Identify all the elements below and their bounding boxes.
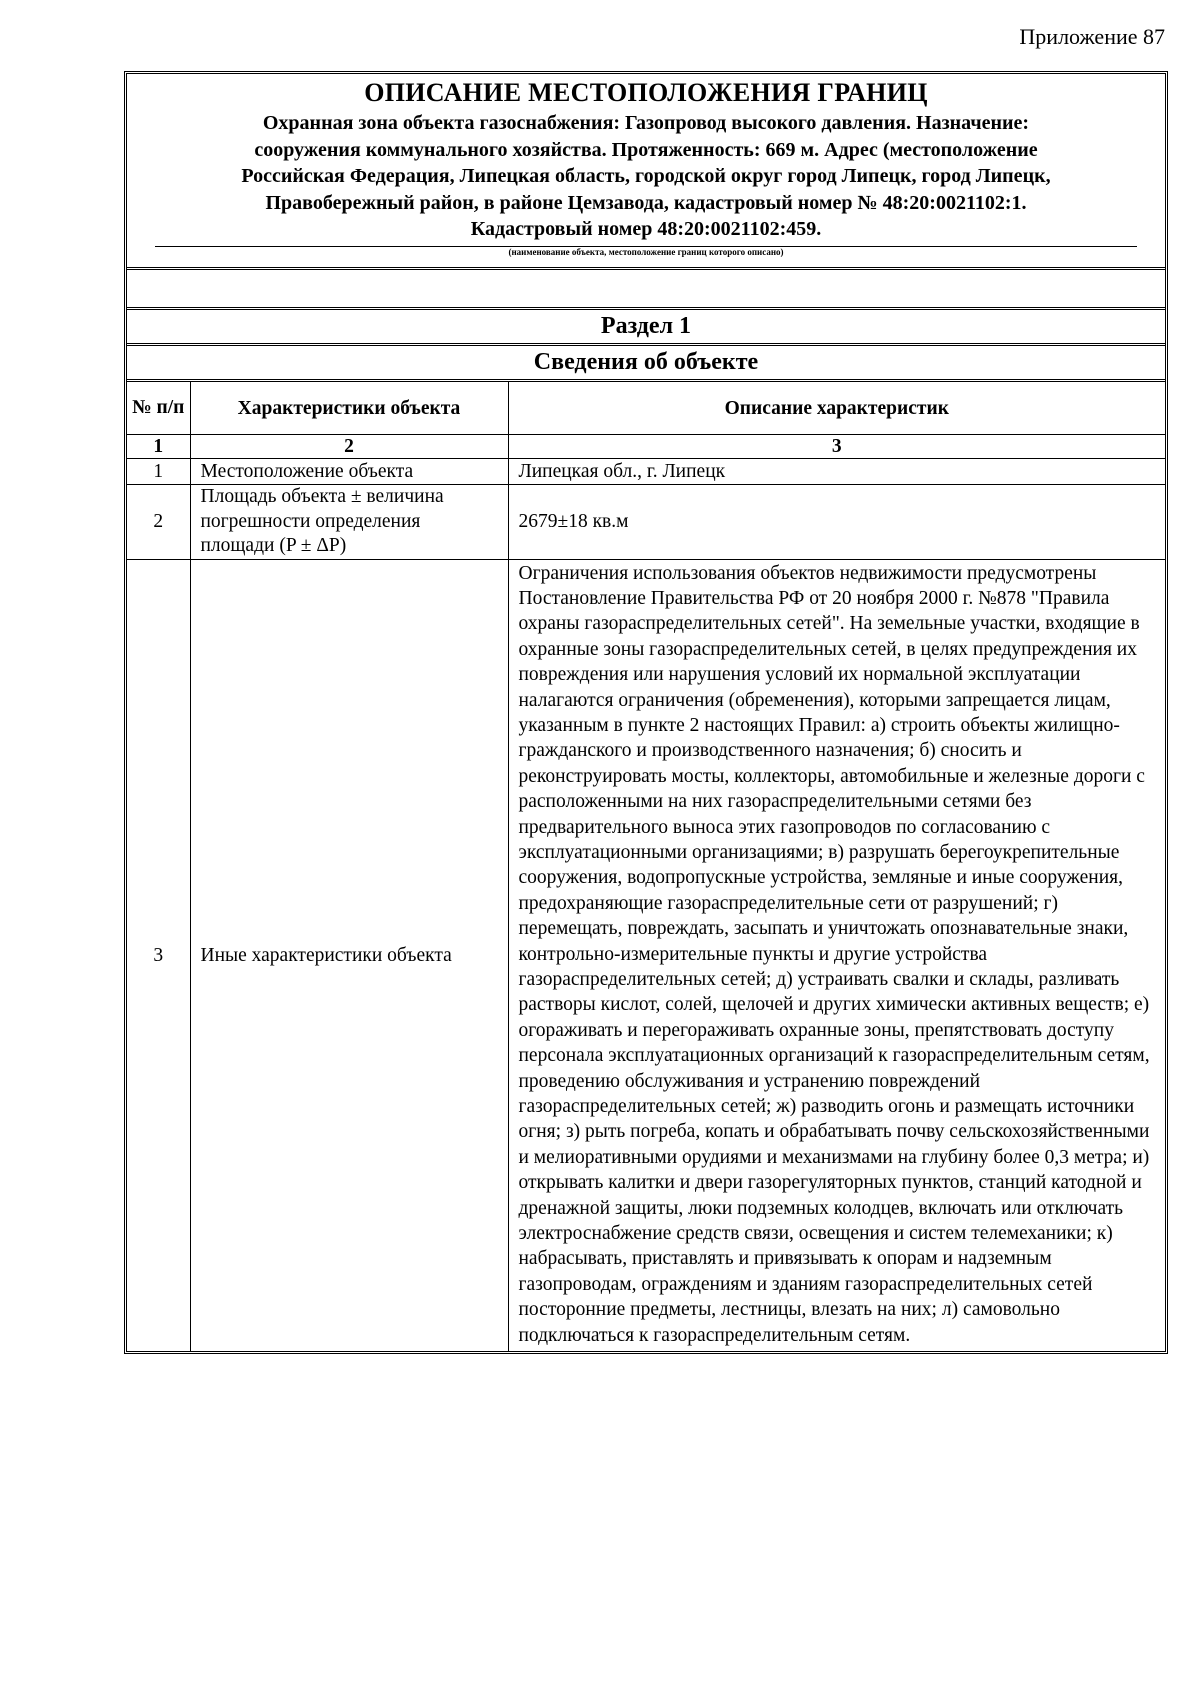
description-line: сооружения коммунального хозяйства. Протяженность: 669 м. Адрес (местоположение	[254, 138, 1038, 161]
row-characteristic: Местоположение объекта	[190, 459, 508, 485]
column-number-row	[127, 435, 1165, 459]
appendix-label: Приложение 87	[1019, 24, 1165, 49]
row-description: Липецкая обл., г. Липецк	[508, 459, 1165, 485]
row-description: 2679±18 кв.м	[508, 485, 1165, 560]
document-header	[127, 74, 1165, 270]
description-line: Правобережный район, в районе Цемзавода, кадастровый номер № 48:20:0021102:1.	[265, 191, 1027, 214]
table-row	[127, 459, 1165, 485]
column-number: 1	[127, 435, 190, 459]
table-header-row	[127, 382, 1165, 435]
spacer-row	[127, 270, 1165, 310]
object-info-table	[127, 382, 1165, 1351]
description-line: Охранная зона объекта газоснабжения: Газопровод высокого давления. Назначение:	[262, 112, 1030, 134]
title-caption: (наименование объекта, местоположение границ которого описано)	[508, 246, 784, 257]
description-line: Российская Федерация, Липецкая область, городской округ город Липецк, город Липецк,	[241, 165, 1051, 187]
row-characteristic: Площадь объекта ± величина погрешности определения площади (P ± ΔP)	[190, 485, 508, 560]
row-number: 2	[127, 485, 190, 560]
document-frame	[124, 71, 1168, 1354]
row-number: 3	[127, 559, 190, 1351]
column-number: 2	[190, 435, 508, 459]
table-row	[127, 559, 1165, 1351]
row-characteristic: Иные характеристики объекта	[190, 559, 508, 1351]
description-line: Кадастровый номер 48:20:0021102:459.	[470, 218, 822, 240]
header-number: № п/п	[127, 382, 190, 435]
column-number: 3	[508, 435, 1165, 459]
row-description: Ограничения использования объектов недвижимости предусмотрены Постановление Правительства РФ от 20 ноября 2000 г. №878 "Правила охраны газораспределительных сетей". На земельные участки, входящие в охранные зоны газораспределительных сетей, в целях предупреждения их повреждения или нарушения условий их нормальной эксплуатации налагаются ограничения (обременения), которыми запрещается лицам, указанным в пункте 2 настоящих Правил: а) строить объекты жилищно-гражданского и производственного назначения; б) сносить и реконструировать мосты, коллекторы, автомобильные и железные дороги с расположенными на них газораспределительными сетями без предварительного выноса этих газопроводов по согласованию с эксплуатационными организациями; в) разрушать берегоукрепительные сооружения, водопропускные устройства, земляные и иные сооружения, предохраняющие газораспределительные сети от разрушений; г) перемещать, повреждать, засыпать и уничтожать опознавательные знаки, контрольно-измерительные пункты и другие устройства газораспределительных сетей; д) устраивать свалки и склады, разливать растворы кислот, солей, щелочей и других химически активных веществ; е) огораживать и перегораживать охранные зоны, препятствовать доступу персонала эксплуатационных организаций к газораспределительным сетям, проведению обслуживания и устранению повреждений газораспределительных сетей; ж) разводить огонь и размещать источники огня; з) рыть погреба, копать и обрабатывать почву сельскохозяйственными и мелиоративными орудиями и механизмами на глубину более 0,3 метра; и) открывать калитки и двери газорегуляторных пунктов, станций катодной и дренажной защиты, люки подземных колодцев, включать или отключать электроснабжение средств связи, освещения и систем телемеханики; к) набрасывать, приставлять и привязывать к опорам и надземным газопроводам, ограждениям и зданиям газораспределительных сетей посторонние предметы, лестницы, влезать на них; л) самовольно подключаться к газораспределительным сетям.	[508, 559, 1165, 1351]
header-description: Описание характеристик	[508, 382, 1165, 435]
row-number: 1	[127, 459, 190, 485]
document-title: ОПИСАНИЕ МЕСТОПОЛОЖЕНИЯ ГРАНИЦ	[364, 78, 928, 107]
object-description	[147, 110, 1145, 243]
header-characteristic: Характеристики объекта	[190, 382, 508, 435]
section-title: Раздел 1	[127, 310, 1165, 346]
section-subtitle: Сведения об объекте	[127, 346, 1165, 382]
table-row	[127, 485, 1165, 560]
